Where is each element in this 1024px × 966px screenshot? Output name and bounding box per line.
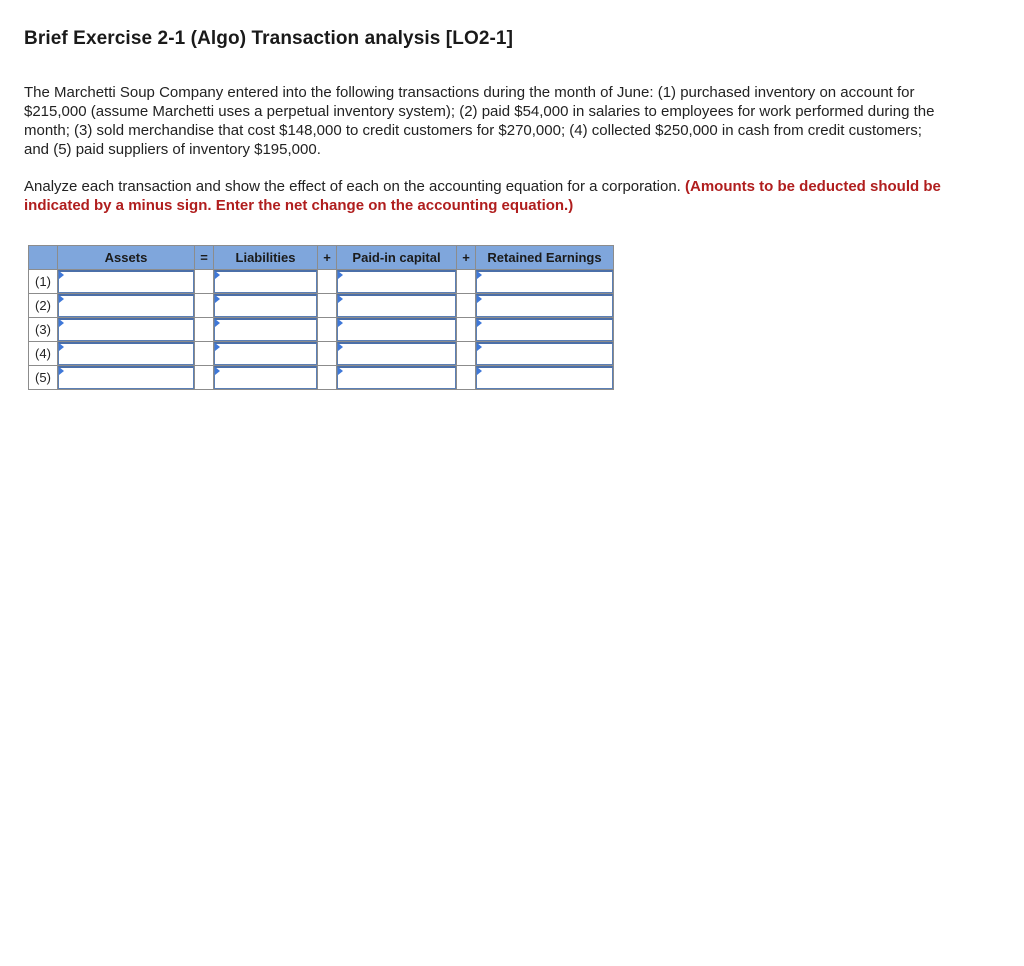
retained-earnings-cell [476, 318, 614, 342]
liabilities-input-1[interactable] [214, 270, 317, 293]
input-marker-icon [477, 295, 482, 303]
row-label-header [29, 246, 58, 270]
plus-sign-cell [318, 366, 337, 390]
input-marker-icon [215, 271, 220, 279]
paid-in-capital-input-1[interactable] [337, 270, 456, 293]
plus-sign-cell [457, 366, 476, 390]
liabilities-cell [214, 318, 318, 342]
paid-in-capital-cell [337, 294, 457, 318]
retained-earnings-input-2[interactable] [476, 294, 613, 317]
plus-sign-cell [318, 294, 337, 318]
retained-earnings-input-3[interactable] [476, 318, 613, 341]
assets-cell [58, 318, 195, 342]
equals-sign-cell [195, 270, 214, 294]
liabilities-cell [214, 294, 318, 318]
plus-sign-cell [318, 270, 337, 294]
input-marker-icon [215, 319, 220, 327]
liabilities-cell [214, 270, 318, 294]
table-row [29, 366, 614, 390]
table-row [29, 342, 614, 366]
input-marker-icon [477, 319, 482, 327]
plus-sign-header-1: + [318, 246, 337, 270]
assets-input-1[interactable] [58, 270, 194, 293]
retained-earnings-input-5[interactable] [476, 366, 613, 389]
input-marker-icon [59, 319, 64, 327]
paid-in-capital-input-3[interactable] [337, 318, 456, 341]
equals-sign-cell [195, 318, 214, 342]
retained-earnings-cell [476, 270, 614, 294]
paid-in-capital-input-5[interactable] [337, 366, 456, 389]
input-marker-icon [59, 295, 64, 303]
paid-in-capital-input-4[interactable] [337, 342, 456, 365]
input-marker-icon [338, 319, 343, 327]
paid-in-capital-cell [337, 342, 457, 366]
paid-in-capital-cell [337, 366, 457, 390]
assets-cell [58, 342, 195, 366]
row-label: (3) [29, 318, 58, 342]
assets-header: Assets [58, 246, 195, 270]
equals-sign-cell [195, 342, 214, 366]
exercise-instruction [24, 177, 944, 215]
retained-earnings-cell [476, 342, 614, 366]
plus-sign-cell [457, 342, 476, 366]
input-marker-icon [215, 295, 220, 303]
assets-cell [58, 294, 195, 318]
input-marker-icon [477, 271, 482, 279]
liabilities-input-3[interactable] [214, 318, 317, 341]
liabilities-input-5[interactable] [214, 366, 317, 389]
input-marker-icon [338, 295, 343, 303]
plus-sign-cell [457, 270, 476, 294]
instruction-note: (Amounts to be deducted should be indicated by a minus sign. Enter the net change on the accounting equation.) [24, 178, 941, 214]
exercise-title: Brief Exercise 2-1 (Algo) Transaction analysis [LO2-1] [24, 28, 514, 49]
input-marker-icon [215, 367, 220, 375]
paid-in-capital-cell [337, 270, 457, 294]
paid-in-capital-header: Paid-in capital [337, 246, 457, 270]
liabilities-input-2[interactable] [214, 294, 317, 317]
plus-sign-cell [318, 318, 337, 342]
plus-sign-header-2: + [457, 246, 476, 270]
accounting-equation-table [28, 245, 614, 390]
table-row [29, 270, 614, 294]
input-marker-icon [477, 343, 482, 351]
retained-earnings-input-1[interactable] [476, 270, 613, 293]
row-label: (1) [29, 270, 58, 294]
equals-sign-header: = [195, 246, 214, 270]
liabilities-input-4[interactable] [214, 342, 317, 365]
assets-input-5[interactable] [58, 366, 194, 389]
equals-sign-cell [195, 366, 214, 390]
input-marker-icon [59, 367, 64, 375]
liabilities-cell [214, 342, 318, 366]
input-marker-icon [338, 271, 343, 279]
input-marker-icon [338, 343, 343, 351]
row-label: (4) [29, 342, 58, 366]
row-label: (5) [29, 366, 58, 390]
plus-sign-cell [457, 294, 476, 318]
table-row [29, 294, 614, 318]
paid-in-capital-cell [337, 318, 457, 342]
equals-sign-cell [195, 294, 214, 318]
table-row [29, 318, 614, 342]
input-marker-icon [338, 367, 343, 375]
instruction-text: Analyze each transaction and show the effect of each on the accounting equation for a corporation. [24, 178, 681, 195]
retained-earnings-cell [476, 366, 614, 390]
liabilities-header: Liabilities [214, 246, 318, 270]
input-marker-icon [59, 271, 64, 279]
exercise-container [24, 28, 944, 215]
paid-in-capital-input-2[interactable] [337, 294, 456, 317]
table-header-row [29, 246, 614, 270]
plus-sign-cell [457, 318, 476, 342]
assets-input-3[interactable] [58, 318, 194, 341]
assets-cell [58, 270, 195, 294]
liabilities-cell [214, 366, 318, 390]
assets-cell [58, 366, 195, 390]
retained-earnings-input-4[interactable] [476, 342, 613, 365]
plus-sign-cell [318, 342, 337, 366]
retained-earnings-cell [476, 294, 614, 318]
input-marker-icon [477, 367, 482, 375]
retained-earnings-header: Retained Earnings [476, 246, 614, 270]
assets-input-4[interactable] [58, 342, 194, 365]
input-marker-icon [59, 343, 64, 351]
assets-input-2[interactable] [58, 294, 194, 317]
input-marker-icon [215, 343, 220, 351]
exercise-description: The Marchetti Soup Company entered into the following transactions during the month of June: (1) purchased inventory on account for $215,000 (assume Marchetti uses a perpetual inventory system); (2) paid $54,000 in salaries to employees for work performed during the month; (3) sold merchandise that cost $148,000 to credit customers for $270,000; (4) collected $250,000 in cash from credit customers; and (5) paid suppliers of inventory $195,000. [24, 84, 935, 158]
row-label: (2) [29, 294, 58, 318]
